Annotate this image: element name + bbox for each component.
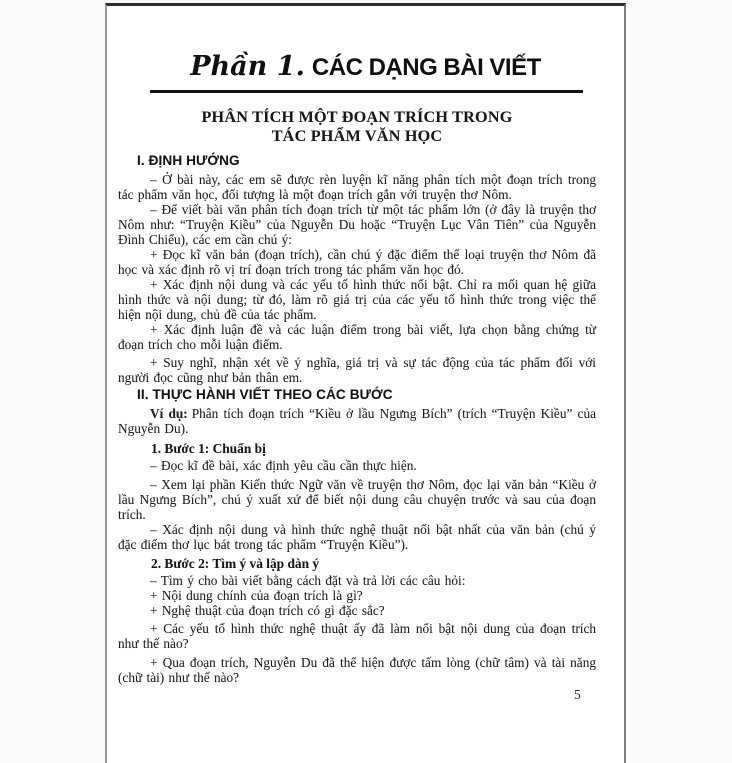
lesson-title-line2: TÁC PHẨM VĂN HỌC xyxy=(271,126,443,145)
example-paragraph xyxy=(118,406,596,436)
paragraph: + Suy nghĩ, nhận xét về ý nghĩa, giá trị và sự tác động của tác phẩm đối với người đọc cũng như bản thân em. xyxy=(118,355,596,385)
example-label: Ví dụ: xyxy=(150,406,188,421)
paragraph: – Để viết bài văn phân tích đoạn trích từ một tác phẩm lớn (ở đây là truyện thơ Nôm như: “Truyện Kiều” của Nguyễn Du hoặc “Truyện Lục Vân Tiên” của Nguyễn Đình Chiểu), các em cần chú ý: xyxy=(118,202,596,247)
question-paragraph: + Nội dung chính của đoạn trích là gì? xyxy=(150,588,363,603)
lesson-title-line1: PHÂN TÍCH MỘT ĐOẠN TRÍCH TRONG xyxy=(201,108,513,126)
paragraph: – Xác định nội dung và hình thức nghệ thuật nổi bật nhất của văn bản (chú ý đặc điểm thơ lục bát trong tác phẩm “Truyện Kiều”). xyxy=(118,522,596,552)
step-heading-2: 2. Bước 2: Tìm ý và lập dàn ý xyxy=(151,556,320,571)
part-title: CÁC DẠNG BÀI VIẾT xyxy=(311,54,541,81)
paragraph: – Ở bài này, các em sẽ được rèn luyện kĩ năng phân tích một đoạn trích trong tác phẩm văn học, đối tượng là một đoạn trích gắn với truyện thơ Nôm. xyxy=(118,172,596,202)
lesson-title xyxy=(118,108,596,145)
example-text: Phân tích đoạn trích “Kiều ở lầu Ngưng Bích” (trích “Truyện Kiều” của Nguyễn Du). xyxy=(118,406,596,436)
section-heading-thuc-hanh: II. THỰC HÀNH VIẾT THEO CÁC BƯỚC xyxy=(137,387,393,402)
paragraph: + Đọc kĩ văn bản (đoạn trích), cần chú ý đặc điểm thể loại truyện thơ Nôm đã học và xác định rõ vị trí đoạn trích trong tác phẩm văn học đó. xyxy=(118,247,596,277)
section-heading-dinh-huong: I. ĐỊNH HƯỚNG xyxy=(137,153,240,168)
part-number-script: Phần 1. xyxy=(190,51,305,82)
question-paragraph: + Qua đoạn trích, Nguyễn Du đã thể hiện được tấm lòng (chữ tâm) và tài năng (chữ tài) như thế nào? xyxy=(118,655,596,685)
paragraph: – Xem lại phần Kiến thức Ngữ văn về truyện thơ Nôm, đọc lại văn bản “Kiều ở lầu Ngưng Bích”, chú ý xuất xứ để biết nội dung câu chuyện trước và sau của đoạn trích. xyxy=(118,477,596,522)
paragraph: – Đọc kĩ đề bài, xác định yêu cầu cần thực hiện. xyxy=(150,458,417,473)
step-heading-1: 1. Bước 1: Chuẩn bị xyxy=(151,441,266,456)
page-content xyxy=(118,6,596,685)
paragraph: + Xác định nội dung và các yếu tố hình thức nổi bật. Chỉ ra mối quan hệ giữa hình thức và nội dung; từ đó, làm rõ giá trị của các yếu tố hình thức trong việc thể hiện nội dung, chủ đề của tác phẩm. xyxy=(118,277,596,322)
page-number: 5 xyxy=(574,687,581,702)
question-paragraph: + Nghệ thuật của đoạn trích có gì đặc sắc? xyxy=(150,603,385,618)
book-page xyxy=(105,3,626,763)
question-paragraph: + Các yếu tố hình thức nghệ thuật ấy đã làm nổi bật nội dung của đoạn trích như thế nào? xyxy=(118,621,596,651)
paragraph: – Tìm ý cho bài viết bằng cách đặt và trả lời các câu hỏi: xyxy=(150,573,466,588)
paragraph: + Xác định luận đề và các luận điểm trong bài viết, lựa chọn bằng chứng từ đoạn trích cho mỗi luận điểm. xyxy=(118,322,596,352)
